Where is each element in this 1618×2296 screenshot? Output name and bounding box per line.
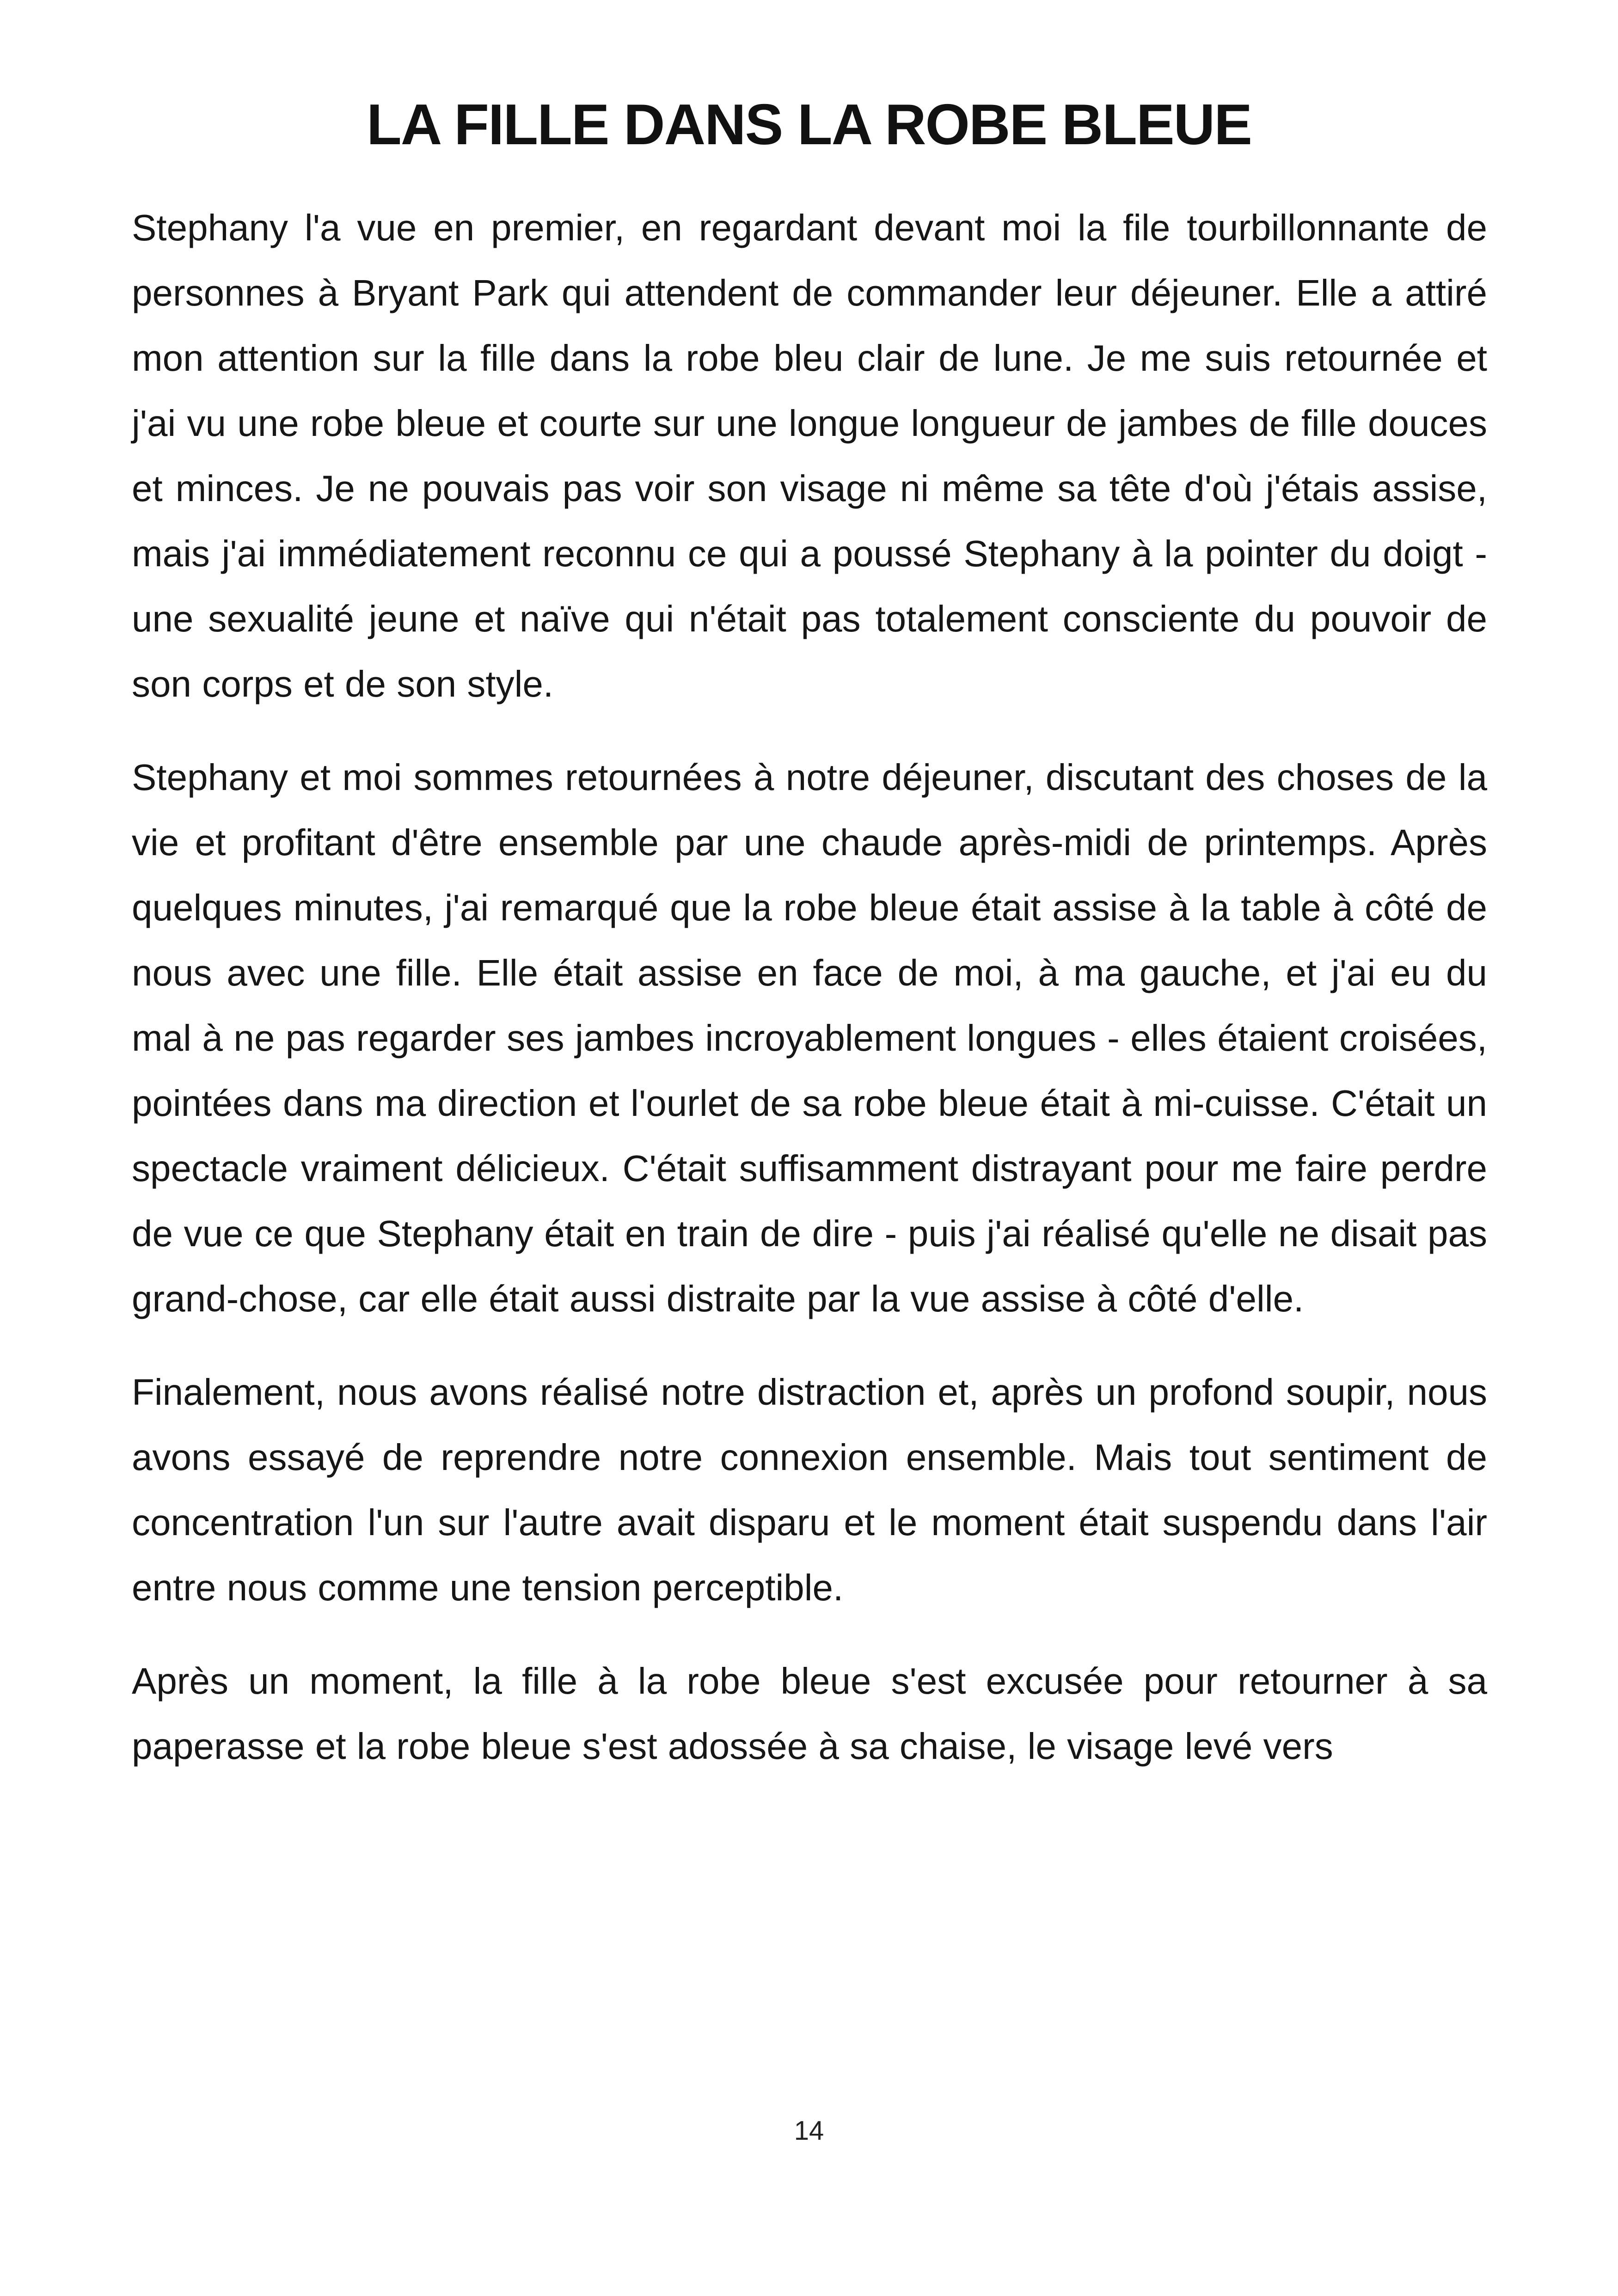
paragraph-1: Stephany l'a vue en premier, en regardant devant moi la file tourbillonnante de personnes à Bryant Park qui attendent de commander leur déjeuner. Elle a attiré mon attention sur la fille dans la robe bleu clair de lune. Je me suis retournée et j'ai vu une robe bleue et courte sur une longue longueur de jambes de fille douces et minces. Je ne pouvais pas voir son visage ni même sa tête d'où j'étais assise, mais j'ai immédiatement reconnu ce qui a poussé Stephany à la pointer du doigt - une sexualité jeune et naïve qui n'était pas totalement consciente du pouvoir de son corps et de son style.	[132, 207, 1487, 704]
paragraph-3: Finalement, nous avons réalisé notre distraction et, après un profond soupir, nous avons essayé de reprendre notre connexion ensemble. Mais tout sentiment de concentration l'un sur l'autre avait disparu et le moment était suspendu dans l'air entre nous comme une tension perceptible.	[132, 1371, 1487, 1608]
paragraph-4: Après un moment, la fille à la robe bleue s'est excusée pour retourner à sa paperasse et la robe bleue s'est adossée à sa chaise, le visage levé vers	[132, 1660, 1487, 1767]
page-title: LA FILLE DANS LA ROBE BLEUE	[367, 93, 1251, 157]
body-text	[132, 195, 1487, 1779]
page-number: 14	[794, 2116, 824, 2146]
paragraph-2: Stephany et moi sommes retournées à notre déjeuner, discutant des choses de la vie et profitant d'être ensemble par une chaude après-midi de printemps. Après quelques minutes, j'ai remarqué que la robe bleue était assise à la table à côté de nous avec une fille. Elle était assise en face de moi, à ma gauche, et j'ai eu du mal à ne pas regarder ses jambes incroyablement longues - elles étaient croisées, pointées dans ma direction et l'ourlet de sa robe bleue était à mi-cuisse. C'était un spectacle vraiment délicieux. C'était suffisamment distrayant pour me faire perdre de vue ce que Stephany était en train de dire - puis j'ai réalisé qu'elle ne disait pas grand-chose, car elle était aussi distraite par la vue assise à côté d'elle.	[132, 757, 1487, 1319]
